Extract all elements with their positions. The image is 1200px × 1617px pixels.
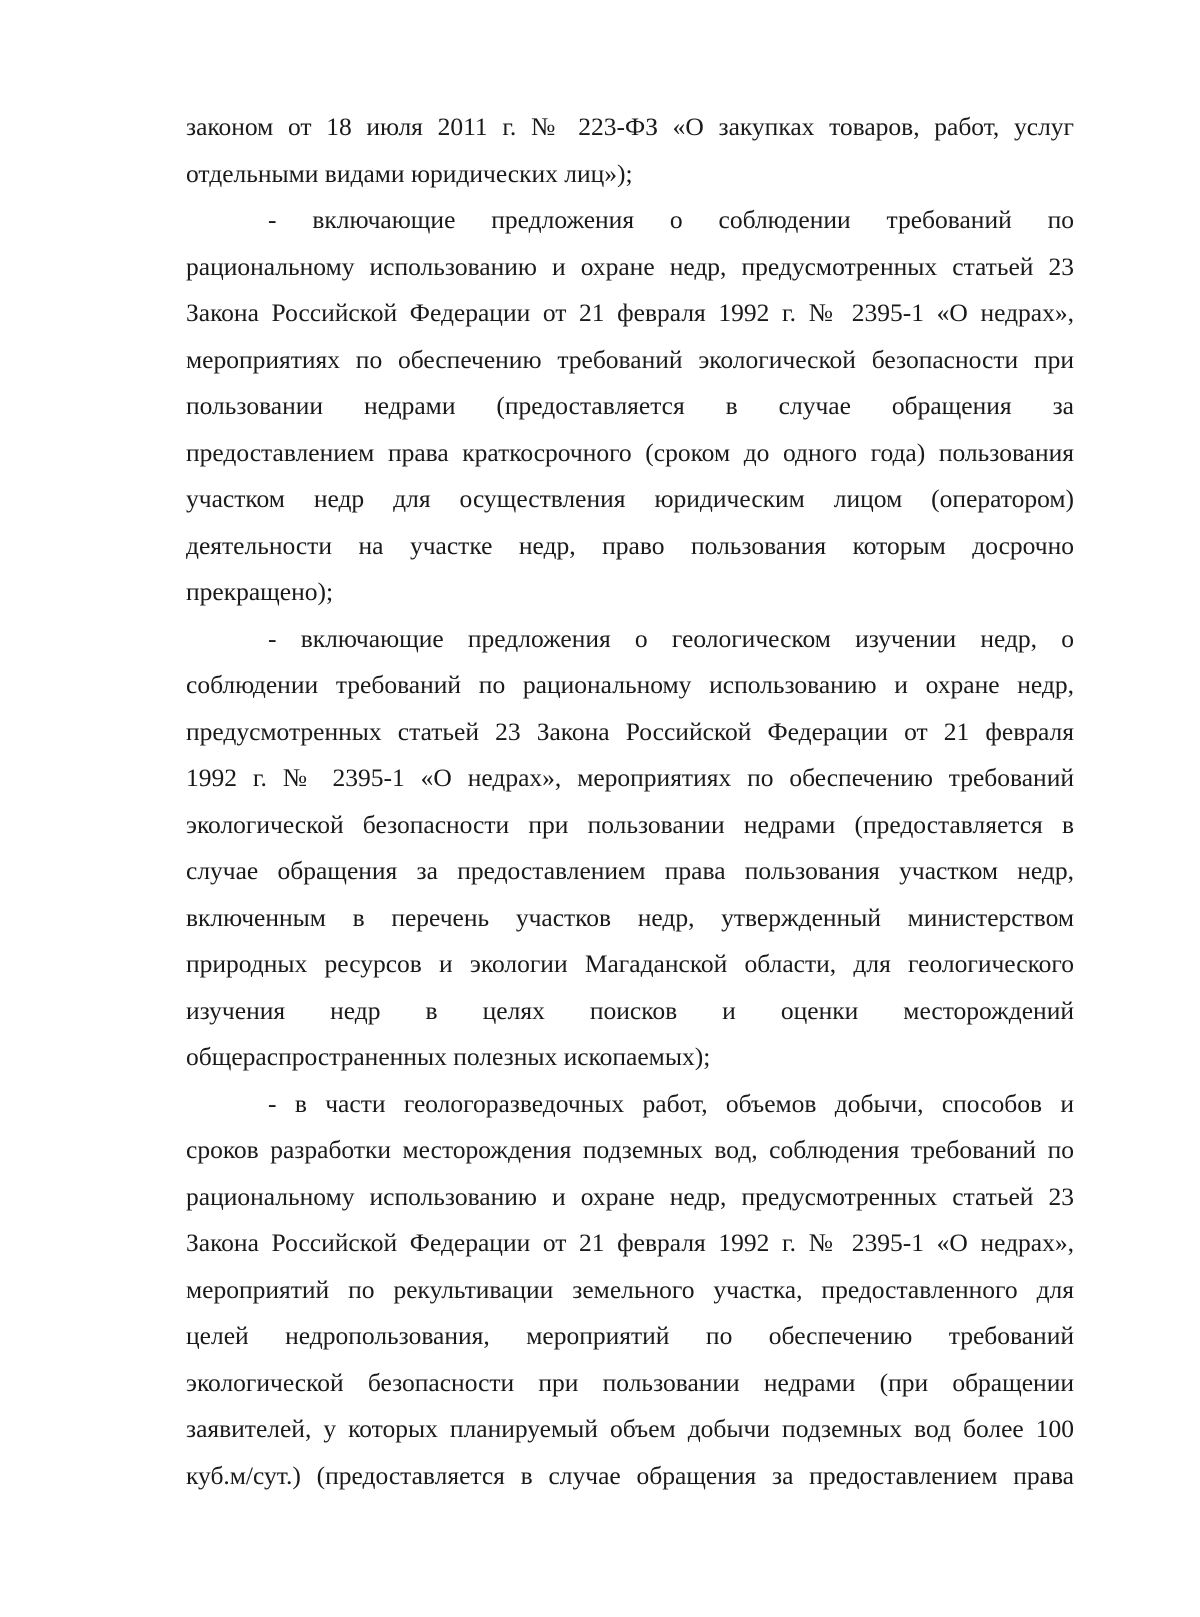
text-line: - включающие предложения о соблюдении требований по [268,205,1074,234]
text-line: экологической безопасности при пользовании недрами (при обращении [186,1367,1074,1397]
text-line: заявителей, у которых планируемый объем добычи подземных вод более 100 [186,1414,1074,1443]
text-line: - включающие предложения о геологическом изучении недр, о [268,623,1074,653]
text-line: включенным в перечень участков недр, утвержденный министерством [186,902,1074,932]
text-line: экологической безопасности при пользовании недрами (предоставляется в [186,809,1074,839]
text-line: общераспространенных полезных ископаемых); [186,1042,711,1071]
text-line: 1992 г. № 2395-1 «О недрах», мероприятиях по обеспечению требований [186,763,1074,792]
document-page [186,104,1074,1584]
text-line: изучения недр в целях поисков и оценки месторождений [186,995,1074,1025]
text-line: деятельности на участке недр, право пользования которым досрочно [186,530,1074,560]
text-line: пользовании недрами (предоставляется в случае обращения за [186,391,1074,420]
text-line: мероприятий по рекультивации земельного участка, предоставленного для [186,1274,1074,1304]
text-line: целей недропользования, мероприятий по обеспечению требований [186,1321,1074,1350]
paragraph-3 [186,616,1074,1081]
text-line: участком недр для осуществления юридическим лицом (оператором) [186,484,1074,513]
text-line: предоставлением права краткосрочного (сроком до одного года) пользования [186,437,1074,467]
paragraph-1 [186,104,1074,197]
text-line: Закона Российской Федерации от 21 февраля 1992 г. № 2395-1 «О недрах», [186,298,1074,327]
text-line: прекращено); [186,577,334,606]
text-line: случае обращения за предоставлением права пользования участком недр, [186,856,1074,885]
text-line: - в части геологоразведочных работ, объемов добычи, способов и [268,1088,1074,1118]
text-line: соблюдении требований по рациональному использованию и охране недр, [186,670,1074,699]
text-line: законом от 18 июля 2011 г. № 223-ФЗ «О закупках товаров, работ, услуг [186,112,1074,141]
text-line: природных ресурсов и экологии Магаданской области, для геологического [186,949,1074,978]
text-line: Закона Российской Федерации от 21 февраля 1992 г. № 2395-1 «О недрах», [186,1228,1074,1257]
paragraph-2 [186,197,1074,616]
text-line: сроков разработки месторождения подземных вод, соблюдения требований по [186,1135,1074,1164]
text-line: отдельными видами юридических лиц»); [186,158,633,188]
text-line: куб.м/сут.) (предоставляется в случае обращения за предоставлением права [186,1460,1074,1490]
text-line: рациональному использованию и охране недр, предусмотренных статьей 23 [186,1181,1074,1211]
text-line: предусмотренных статьей 23 Закона Российской Федерации от 21 февраля [186,716,1074,746]
paragraph-4 [186,1081,1074,1500]
text-line: мероприятиях по обеспечению требований экологической безопасности при [186,344,1074,374]
text-line: рациональному использованию и охране недр, предусмотренных статьей 23 [186,251,1074,281]
